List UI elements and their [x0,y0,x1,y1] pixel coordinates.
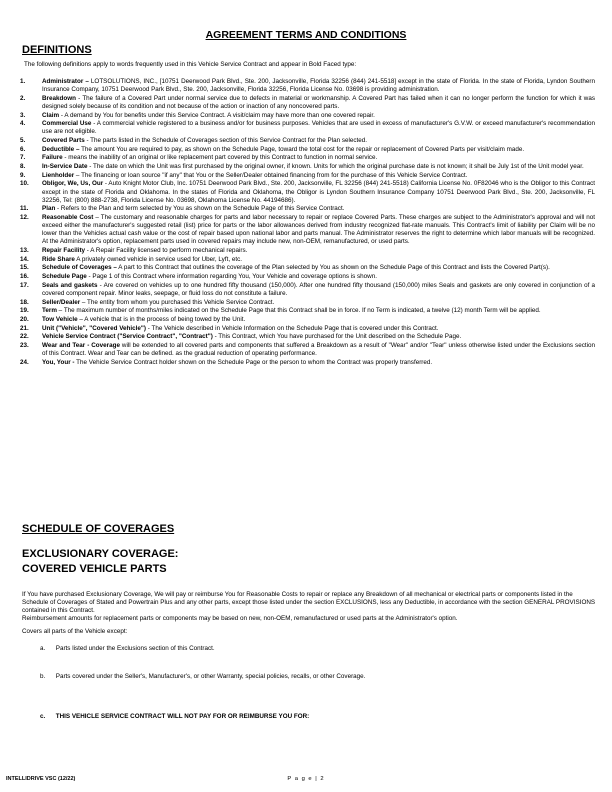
definition-item [20,154,595,162]
definition-term: Plan [42,205,56,213]
definition-item [20,180,595,204]
definitions-heading: DEFINITIONS [22,44,92,56]
definition-item [20,137,595,145]
definition-number: 17. [20,281,29,289]
definition-text: - The parts listed in the Schedule of Coverages section of this Service Contract for the Plan selected. [84,137,368,145]
definition-text: LOTSOLUTIONS, INC., [10751 Deerwood Park Blvd., Ste. 200, Jacksonville, Florida 32256 (844) 241-5518] except in the state of Florida. In the state of Florida, Lyndon Southern Insurance Company, 10751 Deerwood Park Blvd., Ste. 200, Jacksonville, Florida 32256, Florida License No. 03698 is providing administration. [42,78,595,94]
definition-text: – The financing or loan source "if any" that You or the Seller/Dealer obtained financing from for the purchase of this Vehicle Service Contract. [74,171,468,179]
definition-text: - The failure of a Covered Part under normal service due to defects in material or workmanship. A Covered Part has failed when it can no longer perform the function for which it was designed solely because of its condition and not because of the action or inaction of any noncovered parts. [42,94,595,110]
item-text: Parts listed under the Exclusions section of this Contract. [55,645,215,652]
footer-page-number: P a g e | 2 [287,776,325,782]
covered-parts-heading: COVERED VEHICLE PARTS [22,563,167,575]
definition-text: - Auto Knight Motor Club, Inc. 10751 Deerwood Park Blvd., Ste. 200, Jacksonville, FL 32256 (844) 241-5518) California License No. 0F82046 who is the Obligor to this Contract except in the state of Florida and Oklahoma. In the states of Florida and Oklahoma, the Obligor is Lyndon Southern Insurance Company 10751 Deerwood Park Blvd., Ste. 200, Jacksonville, FL 32256, Tel: (800) 888-2738, Florida License No. 03698, Oklahoma License No. 44194686). [42,180,595,204]
definition-text: - A Repair Facility licensed to perform mechanical repairs. [85,247,248,254]
definition-item [20,205,595,213]
definition-text: – The entity from whom you purchased this Vehicle Service Contract. [80,298,275,306]
definition-number: 5. [20,137,26,145]
definition-term: In-Service Date [42,163,88,171]
definition-text: - means the inability of an original or like replacement part covered by this Contract to function in normal service. [62,154,378,162]
covers-intro: Covers all parts of the Vehicle except: [22,628,128,635]
definition-item [20,282,595,298]
definition-item [20,112,595,120]
definition-item [20,316,595,324]
definition-number: 4. [20,120,26,128]
definition-number: 6. [20,145,26,153]
definition-item [20,342,595,358]
definition-term: Obligor, We, Us, Our [42,180,104,188]
page-title: AGREEMENT TERMS AND CONDITIONS [205,29,407,41]
definition-number: 24. [20,358,29,366]
definitions-list [20,78,595,367]
definition-text: - A demand by You for benefits under this Service Contract. A visit/claim may have more than one covered repair. [59,111,375,119]
definition-text: The amount You are required to pay, as shown on the Schedule Page, toward the total cost for the repair or replacement of Covered Parts per visit/claim made. [79,145,525,153]
definition-item [20,273,595,281]
item-label: b. [40,673,46,680]
definition-text: - The date on which the Unit was first purchased by the original owner, if known. Units for which the original purchase date is not known; it shall be July 1st of the Unit model year. [87,163,584,171]
definition-text: - Are covered on vehicles up to one hundred fifty thousand (150,000). After one hundred fifty thousand (150,000) miles Seals and gaskets are only covered in conjunction of a covered component repair. Minor leaks, seepage, or fluid loss do not constitute a failure. [42,281,595,297]
definition-item [20,78,595,94]
list-item [40,645,215,652]
definition-number: 2. [20,94,26,102]
definition-text: – The customary and reasonable charges for parts and labor necessary to repair or replace Covered Parts. These charges are subject to the Administrator's approval and will not exceed either the manufacturer's suggested retail (list) price for parts or the labor allowances derived from industry recognized flat-rate manuals. This Contract's limit of liability per Claim will be no lower than the Vehicles actual cash value or the cost of repair based upon national labor and parts manual. The Administrator reserves the right to determine which labor manuals will be recognized. At the Administrator's option, replacement parts used in covered repairs may include new, non-OEM, remanufactured, or used parts. [42,214,596,246]
definition-item [20,120,595,136]
definition-term: Seller/Dealer [42,298,81,306]
coverage-paragraph [22,591,598,623]
definition-item [20,325,595,333]
definition-text: - Page 1 of this Contract where information regarding You, Your Vehicle and coverage options is shown. [86,273,377,281]
definition-number: 11. [20,205,29,213]
definition-text: - A commercial vehicle registered to a business and/or for business purposes. Vehicles that are used in excess of manufacturer's G.V.W. or exceed manufacturer's recommendation use are not eligible. [42,120,595,136]
definition-text: A part to this Contract that outlines the coverage of the Plan selected by You as shown on the Schedule Page of this Contract and lists the Covered Part(s). [116,264,550,272]
definition-number: 1. [20,78,26,85]
definition-number: 15. [20,264,29,272]
definition-term: Covered Parts [42,137,85,145]
definition-term: Commercial Use [42,120,92,128]
definition-number: 10. [20,180,29,188]
definition-term: Vehicle Service Contract ("Service Contract", "Contract") [42,333,213,341]
definition-number: 16. [20,273,29,281]
definition-term: You, Your - [42,358,75,366]
definition-term: Deductible – [42,145,80,153]
definition-item [20,95,595,111]
definition-number: 3. [20,111,26,119]
item-label: a. [40,645,46,652]
definition-term: Wear and Tear - Coverage [42,341,120,349]
definition-term: Term [42,307,57,315]
definition-text: The Vehicle Service Contract holder shown on the Schedule Page or the person to whom the Contract was properly transferred. [74,358,433,366]
definition-term: Tow Vehicle [42,315,78,323]
definition-term: Ride Share [42,255,75,263]
schedule-heading: SCHEDULE OF COVERAGES [22,523,175,535]
definition-term: Schedule Page [42,273,87,281]
definition-text: - Refers to the Plan and term selected by You as shown on the Schedule Page of this Service Contract. [55,205,345,213]
definition-term: Repair Facility [42,247,86,254]
definition-number: 20. [20,315,29,323]
definition-text: - The Vehicle described in Vehicle Information on the Schedule Page that is covered under this Contract. [145,324,439,332]
definition-item [20,247,595,255]
definition-term: Claim [42,111,60,119]
definition-item [20,307,595,315]
definition-item [20,359,595,367]
definition-number: 13. [20,247,29,254]
definition-term: Administrator – [42,78,89,85]
item-text: Parts covered under the Seller's, Manufacturer's, or other Warranty, special policies, recalls, or other Coverage. [55,673,366,680]
definition-term: Seals and gaskets [42,281,98,289]
definition-item [20,146,595,154]
definition-number: 7. [20,154,26,162]
definition-text: A privately owned vehicle in service used for Uber, Lyft, etc. [74,255,242,263]
exclusionary-heading: EXCLUSIONARY COVERAGE: [22,548,179,560]
definition-item [20,299,595,307]
definition-number: 22. [20,333,29,341]
footer-form-id: INTELLIDRIVE VSC (12/22) [6,776,76,782]
definition-item [20,163,595,171]
item-text: THIS VEHICLE SERVICE CONTRACT WILL NOT PAY FOR OR REIMBURSE YOU FOR: [55,713,310,720]
list-item [40,713,309,720]
definition-term: Reasonable Cost [42,214,94,222]
definition-number: 21. [20,324,29,332]
definition-number: 8. [20,163,26,171]
list-item [40,673,365,680]
coverage-text: If You have purchased Exclusionary Coverage, We will pay or reimburse You for Reasonable Costs to repair or replace any Breakdown of all mechanical or electrical parts or components listed in the Schedule of Coverages of Stated and Powertrain Plus and any other parts, except those listed under the section EXCLUSIONS, less any Deductible, in accordance with the section GENERAL PROVISIONS contained in this Contract. [22,591,596,615]
definition-text: will be extended to all covered parts and components that suffered a Breakdown as a result of "Wear" and/or "Tear" unless otherwise listed under the Exclusions section of this Contract. Wear and Tear can be defined. as the gradual reduction of operating performance. [42,341,595,358]
definition-item [20,333,595,341]
definition-number: 23. [20,341,29,349]
definition-number: 18. [20,298,29,306]
definition-number: 19. [20,307,29,315]
definition-text: – The maximum number of months/miles indicated on the Schedule Page that this Contract shall be in force. If no Term is indicated, a twelve (12) month Term will be applied. [56,307,541,315]
definition-item [20,264,595,272]
definition-term: Breakdown [42,94,76,102]
item-label: c. [40,713,46,720]
definition-text: – A vehicle that is in the process of being towed by the Unit. [77,315,246,323]
definition-number: 14. [20,255,29,263]
definition-number: 9. [20,171,26,179]
definition-number: 12. [20,214,29,222]
definition-term: Schedule of Coverages – [42,264,117,272]
definition-term: Failure [42,154,63,162]
reimbursement-text: Reimbursement amounts for replacement parts or components may be based on new, non-OEM, remanufactured or used parts at the Administrator's option. [22,615,458,623]
definition-item [20,214,595,246]
definition-text: - This Contract, which You have purchased for the Unit described on the Schedule Page. [212,333,462,341]
definition-term: Unit ("Vehicle", "Covered Vehicle") [42,324,146,332]
definition-item [20,256,595,264]
definition-item [20,172,595,180]
definition-term: Lienholder [42,171,75,179]
definitions-intro: The following definitions apply to words frequently used in this Vehicle Service Contract and appear in Bold Faced type: [24,61,357,68]
